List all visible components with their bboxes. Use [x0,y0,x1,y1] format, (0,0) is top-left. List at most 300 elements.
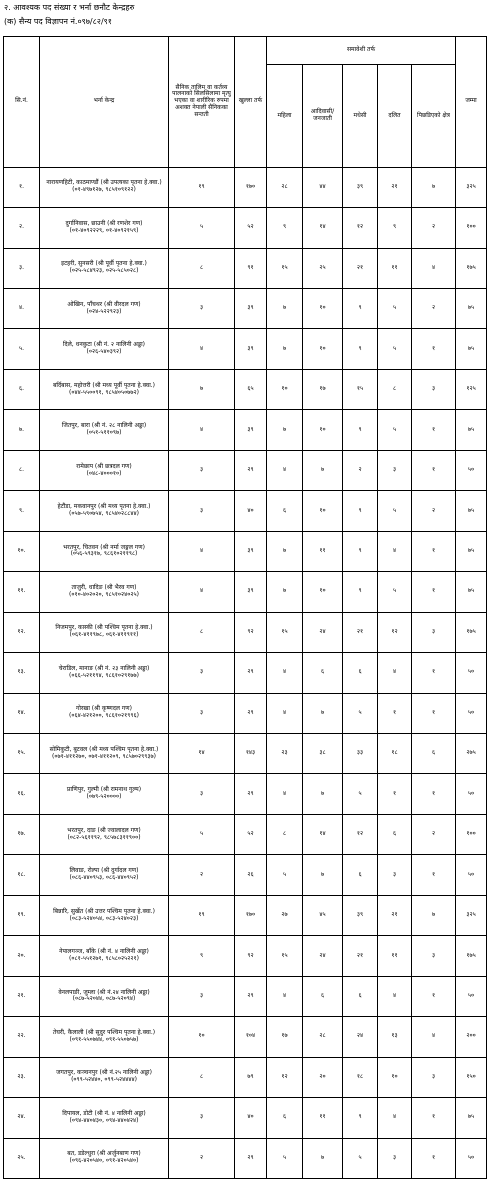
table-row [4,1098,487,1138]
cell-backward: १ [412,855,456,895]
cell-open: ४० [235,1098,267,1138]
cell-dalit: ११ [378,248,412,288]
cell-total: ५० [456,1138,487,1178]
cell-women: ६ [267,491,303,531]
center-phone: (०५६-५९३१७, ९८६१०२११९८) [70,550,138,558]
cell-total: ७५ [456,531,487,571]
cell-total: ५० [456,450,487,490]
cell-women: २३ [267,734,303,774]
center-name: इटहरी, सुनसरी (श्री पूर्वी पृतना हे.क्वा.) [61,260,147,268]
table-row [4,491,487,531]
sub-heading: (क) सैन्य पद विज्ञापन नं.०९७/८२/९१ [4,17,112,26]
cell-dalit: ३ [378,1138,412,1178]
cell-janajati: ७ [303,774,343,814]
cell-open: ६५ [235,369,267,409]
cell-open: ५२ [235,814,267,854]
cell-women: २७ [267,895,303,935]
cell-women: १७ [267,1017,303,1057]
cell-center [40,491,169,531]
cell-reserve: ३ [169,491,235,531]
cell-total: ५० [456,855,487,895]
recruitment-table [3,36,487,1179]
cell-backward: ३ [412,1057,456,1097]
cell-madhesi: ५ [343,1138,378,1178]
center-phone: (०९१-५५०७४४, ०९१-५५०७५७) [69,1035,139,1043]
center-name: दिले, धनकुटा (श्री नं. २ नालिनी अड्डा) [63,341,145,349]
center-phone: (०५७-५९०७५४, ९८५४०२८८४४) [69,510,139,517]
cell-sn: २. [4,208,40,248]
cell-dalit: १ [378,693,412,733]
cell-center [40,572,169,612]
cell-sn: ३. [4,248,40,288]
center-name: नारायणहिटी, काठमाण्डौं (श्री उपत्यका पृतना हे.क्वा.) [46,179,162,187]
cell-total: ७५ [456,329,487,369]
cell-janajati: १० [303,329,343,369]
cell-janajati: १० [303,289,343,329]
cell-janajati: ३८ [303,734,343,774]
cell-sn: २२. [4,1017,40,1057]
cell-reserve: ३ [169,693,235,733]
cell-center [40,734,169,774]
cell-women: ४ [267,774,303,814]
cell-open: १७० [235,895,267,935]
cell-reserve: १९ [169,167,235,207]
center-name: चेराडिल, मानाङ (श्री नं. २३ नालिनी अड्डा) [58,664,150,672]
cell-center [40,531,169,571]
cell-women: ७ [267,572,303,612]
cell-total: १७५ [456,936,487,976]
cell-dalit: ४ [378,653,412,693]
table-row [4,976,487,1016]
cell-madhesi: २४ [343,1017,378,1057]
cell-reserve: ४ [169,410,235,450]
center-name: तेघरी, कैलाली (श्री सुदुर पश्चिम पृतना हे.क्वा.) [52,1029,156,1036]
table-row [4,208,487,248]
cell-reserve: ५ [169,814,235,854]
cell-reserve: ३ [169,653,235,693]
table-row [4,693,487,733]
cell-backward: १ [412,1098,456,1138]
cell-sn: १३. [4,653,40,693]
cell-janajati: ४४ [303,167,343,207]
cell-dalit: १० [378,1057,412,1097]
cell-madhesi: ३३ [343,734,378,774]
table-row [4,814,487,854]
center-phone: (०९४-४४०४३०, ०९४-४४०४२४) [69,1116,139,1124]
center-phone: (०२५-५८४९२३, ०२५-५८५०२८) [69,267,139,275]
cell-dalit: ३ [378,855,412,895]
cell-reserve: ४ [169,329,235,369]
cell-dalit: ५ [378,491,412,531]
center-phone: (०१-४०९२२२९, ०१-४०९२१५९) [69,226,139,234]
header-sn: सि.नं. [4,37,40,168]
table-row [4,410,487,450]
center-name: जितपुर, बारा (श्री नं. २८ नालिनी अड्डा) [61,422,147,430]
cell-open: २९ [235,693,267,733]
cell-total: २०० [456,1017,487,1057]
cell-women: ४ [267,653,303,693]
cell-total: ५० [456,774,487,814]
table-row [4,653,487,693]
center-name: हेटौंडा, मकवानपुर (श्री मध्य पृतना हे.क्वा.) [57,503,151,511]
cell-open: २९ [235,653,267,693]
cell-women: ७ [267,410,303,450]
cell-madhesi: १५ [343,369,378,409]
cell-backward: १ [412,1138,456,1178]
cell-janajati: २८ [303,1017,343,1057]
header-dalit: दलित [378,65,412,167]
cell-total: १०० [456,814,487,854]
header-women: महिला [267,65,303,167]
header-janajati: आदिवासी/ जनजाती [303,65,343,167]
center-name: बिन्नारि, सुर्खेत (श्री उत्तर पश्चिम पृतना हे.क्वा.) [53,907,155,915]
table-row [4,1138,487,1178]
cell-backward: ४ [412,248,456,288]
center-name: ताजुरी, धादिङ (श्री भैरव गण) [71,584,137,592]
cell-janajati: २५ [303,248,343,288]
cell-open: २६ [235,855,267,895]
cell-center [40,289,169,329]
table-body [4,167,487,1178]
cell-dalit: ५ [378,572,412,612]
center-name: सोमिकुटी, बुटवल (श्री मध्य पश्चिम पृतना हे.क्वा.) [49,745,159,753]
cell-backward: १ [412,410,456,450]
cell-dalit: ६ [378,814,412,854]
cell-janajati: ७ [303,1138,343,1178]
cell-women: १२ [267,1057,303,1097]
cell-sn: ११. [4,572,40,612]
cell-backward: ३ [412,612,456,652]
cell-total: १०० [456,208,487,248]
cell-madhesi: २१ [343,612,378,652]
cell-backward: १ [412,572,456,612]
cell-janajati: ४५ [303,895,343,935]
cell-reserve: ८ [169,248,235,288]
header-center: भर्ना केन्द्र [40,37,169,168]
cell-janajati: ७ [303,855,343,895]
center-name: भरतपुर, चितवन (श्री नर्मा जङ्गल गण) [63,543,145,551]
cell-janajati: १७ [303,369,343,409]
cell-madhesi: १२ [343,814,378,854]
cell-women: ४ [267,450,303,490]
cell-total: १५० [456,1057,487,1097]
cell-madhesi: ९ [343,531,378,571]
cell-total: ५० [456,693,487,733]
cell-sn: २४. [4,1098,40,1138]
cell-women: ५ [267,855,303,895]
cell-sn: २१. [4,976,40,1016]
center-name: भरतपुर, दाङ (श्री ज्वालादल गण) [67,826,141,834]
cell-women: १५ [267,612,303,652]
cell-sn: ५. [4,329,40,369]
cell-center [40,814,169,854]
cell-center [40,329,169,369]
cell-dalit: २१ [378,167,412,207]
cell-backward: २ [412,208,456,248]
cell-center [40,208,169,248]
cell-janajati: २० [303,1057,343,1097]
header-row-top [4,37,487,65]
cell-total: ३२५ [456,895,487,935]
cell-madhesi: १८ [343,1057,378,1097]
cell-sn: ६. [4,369,40,409]
cell-janajati: ६ [303,976,343,1016]
cell-dalit: १२ [378,612,412,652]
cell-reserve: ३ [169,774,235,814]
cell-open: ३९ [235,572,267,612]
table-row [4,936,487,976]
center-phone: (०२६-५४०३९२) [86,348,122,356]
center-phone: (०४४-५५००९१, ९८५४०५०७७२) [69,388,139,396]
cell-women: ९ [267,208,303,248]
header-open: खुल्ला तर्फ [235,37,267,168]
cell-center [40,1057,169,1097]
cell-open: ४० [235,491,267,531]
cell-backward: १ [412,774,456,814]
cell-janajati: १४ [303,814,343,854]
cell-backward: १ [412,531,456,571]
cell-sn: १५. [4,734,40,774]
cell-sn: १६. [4,774,40,814]
cell-sn: २३. [4,1057,40,1097]
table-row [4,1017,487,1057]
cell-open: १७० [235,167,267,207]
cell-total: २७५ [456,734,487,774]
cell-women: ७ [267,289,303,329]
cell-reserve: ७ [169,369,235,409]
cell-backward: १ [412,329,456,369]
center-phone: (०१-४९७१२७, ९८५१०९१२२) [72,186,136,194]
cell-center [40,450,169,490]
cell-dalit: ३ [378,450,412,490]
cell-dalit: १ [378,774,412,814]
cell-backward: २ [412,289,456,329]
cell-reserve: २ [169,1138,235,1178]
cell-open: ९२ [235,936,267,976]
cell-madhesi: ५ [343,774,378,814]
cell-center [40,248,169,288]
cell-reserve: ४ [169,572,235,612]
cell-madhesi: ९ [343,329,378,369]
cell-janajati: २४ [303,936,343,976]
cell-reserve: ५ [169,208,235,248]
center-name: जगतपुर, कञ्चनपुर (श्री नं.२५ नालिनी अड्डा) [56,1069,152,1077]
cell-sn: १९. [4,895,40,935]
center-phone: (०४८-४०००१०) [86,469,122,477]
table-row [4,1057,487,1097]
cell-center [40,1098,169,1138]
cell-janajati: १० [303,572,343,612]
cell-total: ५० [456,653,487,693]
center-phone: (०९६-४२०५४०, ०९१-४२०५४०) [69,1157,139,1165]
cell-center [40,410,169,450]
cell-janajati: ६ [303,653,343,693]
cell-dalit: ९ [378,208,412,248]
cell-sn: १४. [4,693,40,733]
cell-women: १५ [267,248,303,288]
center-phone: (०८७-५२०४४, ०८७-५२०९४) [72,995,136,1003]
cell-open: ३९ [235,531,267,571]
cell-janajati: ११ [303,531,343,571]
cell-total: ७५ [456,491,487,531]
cell-reserve: ३ [169,1098,235,1138]
center-phone: (०८३-५२४०५४, ०८३-५२४०२३) [69,914,139,922]
center-phone: (०७९-५२००००) [86,793,122,801]
cell-dalit: ४ [378,976,412,1016]
cell-women: ८ [267,814,303,854]
center-phone: (०७१-४११२७०, ०७१-४११२०९, ९८५७०२९९३७) [51,752,156,760]
cell-center [40,774,169,814]
cell-madhesi: ६ [343,855,378,895]
center-phone: (०९९-५२४४०, ०९९-५२४४४४) [71,1076,137,1084]
cell-madhesi: ६ [343,653,378,693]
table-row [4,329,487,369]
cell-backward: ४ [412,1017,456,1057]
table-row [4,774,487,814]
cell-dalit: ५ [378,329,412,369]
cell-janajati: ७ [303,693,343,733]
cell-dalit: ८ [378,369,412,409]
cell-women: ७ [267,329,303,369]
cell-dalit: ४ [378,1098,412,1138]
cell-women: ४ [267,693,303,733]
cell-janajati: ७ [303,450,343,490]
table-row [4,248,487,288]
cell-dalit: २१ [378,895,412,935]
cell-madhesi: २१ [343,936,378,976]
cell-center [40,1017,169,1057]
cell-backward: १ [412,693,456,733]
cell-center [40,976,169,1016]
cell-dalit: ५ [378,289,412,329]
center-phone: (०५१-५११०९७) [86,429,122,437]
center-phone: (०६६-५२११९४, ९८६१०२९१७७) [69,671,139,679]
cell-open: १०४ [235,1017,267,1057]
cell-madhesi: ३९ [343,167,378,207]
cell-center [40,1138,169,1178]
center-name: दिपायल, डोटी (श्री नं. ४ नालिनी अड्डा) [62,1109,146,1117]
cell-reserve: ३ [169,289,235,329]
cell-dalit: १३ [378,1017,412,1057]
cell-open: २९ [235,450,267,490]
cell-janajati: ११ [303,1098,343,1138]
cell-backward: १ [412,653,456,693]
cell-sn: ४. [4,289,40,329]
cell-sn: १८. [4,855,40,895]
cell-sn: ९. [4,491,40,531]
cell-open: २९ [235,1138,267,1178]
cell-center [40,167,169,207]
table-row [4,734,487,774]
cell-open: २९ [235,774,267,814]
table-row [4,531,487,571]
table-row [4,450,487,490]
center-name: दुर्गानिवास, छाउनी (श्री रणशेर गण) [65,219,143,227]
cell-sn: २५. [4,1138,40,1178]
cell-women: ७ [267,531,303,571]
cell-center [40,693,169,733]
cell-reserve: ८ [169,1057,235,1097]
cell-reserve: १० [169,1017,235,1057]
cell-reserve: १९ [169,895,235,935]
cell-open: ३९ [235,410,267,450]
center-phone: (०८२-५६११९२, ९८५७८३११९००) [67,833,141,841]
cell-open: ९२ [235,612,267,652]
cell-backward: ३ [412,369,456,409]
center-name: प्राणिपुर, गुल्मी (श्री रामनाथ गुल्म) [66,786,142,794]
center-phone: (०६४-४२१२००, ९८६१०२१९९६) [69,712,139,720]
cell-dalit: ११ [378,936,412,976]
cell-women: १५ [267,936,303,976]
cell-women: ६ [267,1098,303,1138]
cell-total: ५० [456,976,487,1016]
center-name: वेनलपाङी, जुम्ला (श्री नं.२४ नालिनी अड्डा) [58,988,150,996]
cell-backward: ७ [412,167,456,207]
cell-backward: ७ [412,895,456,935]
cell-backward: २ [412,814,456,854]
cell-dalit: ५ [378,410,412,450]
cell-janajati: १० [303,491,343,531]
cell-open: ३९ [235,329,267,369]
cell-total: १७५ [456,248,487,288]
cell-reserve: १४ [169,734,235,774]
cell-total: ३२५ [456,167,487,207]
center-name: लिवाङ, रोल्पा (श्री दुर्गादल गण) [69,867,139,875]
cell-open: ७९ [235,1057,267,1097]
cell-dalit: १८ [378,734,412,774]
cell-total: ७५ [456,410,487,450]
center-name: ओखिन, पाँचथर (श्री वीरदल गण) [67,300,141,308]
center-phone: (०१०-४०२०२०, ९८५१०२४०२५) [69,590,139,598]
cell-reserve: ४ [169,531,235,571]
cell-total: ७५ [456,289,487,329]
cell-backward: ३ [412,936,456,976]
cell-center [40,369,169,409]
cell-center [40,653,169,693]
cell-sn: २०. [4,936,40,976]
cell-sn: ८. [4,450,40,490]
cell-women: ४ [267,976,303,1016]
table-row [4,855,487,895]
center-name: बत, डडेल्धुरा (श्री अर्जुनबाण गण) [67,1150,141,1158]
center-phone: (०६१-४११९७८, ०६१-४११९११) [69,631,139,639]
table-row [4,289,487,329]
cell-madhesi: १२ [343,208,378,248]
cell-sn: १. [4,167,40,207]
cell-madhesi: ९ [343,410,378,450]
cell-madhesi: ३९ [343,895,378,935]
cell-dalit: ४ [378,531,412,571]
header-madhesi: मधेसी [343,65,378,167]
cell-sn: ७. [4,410,40,450]
cell-backward: ६ [412,734,456,774]
cell-women: १० [267,369,303,409]
cell-center [40,895,169,935]
cell-backward: १ [412,976,456,1016]
center-name: नेपालगञ्ज, बाँके (श्री नं. ४ नालिनी अड्डा) [59,948,149,956]
table-row [4,167,487,207]
header-total: जम्मा [456,37,487,168]
cell-women: २८ [267,167,303,207]
center-name: बर्दिबास, महोत्तरी (श्री मध्य पूर्वी पृतना हे.क्वा.) [52,381,155,389]
table-row [4,369,487,409]
cell-madhesi: ९ [343,1098,378,1138]
cell-open: १४३ [235,734,267,774]
center-phone: (०८१-५५१२७१, ९८५८०२५२२१) [69,954,139,962]
center-phone: (०२४-५२२९२३) [86,307,122,315]
header-reserve: सैनिक तालिम वा कर्तव्य पालनाको सिलसिलामा मृत्यु भएका वा शारीरिक रुपमा अशक्त नेपाली सैनिकका सन्तती [169,37,235,168]
cell-madhesi: ९ [343,572,378,612]
